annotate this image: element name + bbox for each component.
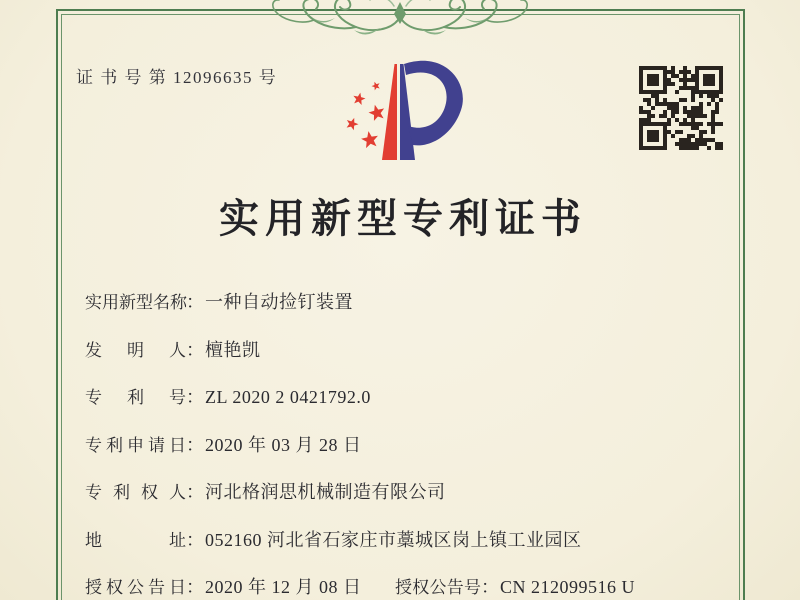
field-colon: ： [186, 482, 204, 502]
field-row-inventor [85, 336, 261, 362]
field-label: 专利权人 [85, 483, 186, 502]
field-value: ZL 2020 2 0421792.0 [205, 387, 371, 407]
field-row-patent-number [85, 383, 371, 409]
field-label: 授权公告号 [395, 578, 481, 597]
cnipa-patent-emblem-icon [334, 56, 464, 174]
field-colon: ： [186, 340, 204, 360]
grant-number-group [395, 573, 635, 599]
field-value: 052160 河北省石家庄市藁城区岗上镇工业园区 [205, 530, 582, 550]
field-value: 檀艳凯 [205, 340, 261, 360]
field-label: 专利申请日 [85, 436, 186, 455]
field-colon: ： [186, 577, 204, 597]
certificate-title: 实用新型专利证书 [219, 196, 587, 241]
ornament-center-diamond [394, 2, 406, 24]
field-label: 地址 [85, 531, 186, 550]
field-row-address [85, 526, 582, 552]
field-colon: ： [186, 530, 204, 550]
qr-code [639, 66, 723, 150]
field-value: 河北格润思机械制造有限公司 [205, 482, 446, 502]
field-label: 授权公告日 [85, 578, 186, 597]
field-colon: ： [186, 387, 204, 407]
field-value: CN 212099516 U [500, 577, 636, 597]
field-row-grant [85, 573, 744, 599]
field-label: 实用新型名称 [85, 293, 187, 312]
grant-date-group [85, 577, 362, 597]
field-colon: ： [481, 577, 499, 597]
field-row-filing-date [85, 431, 362, 457]
field-row-utility-model-name [85, 288, 353, 314]
field-colon: ： [186, 292, 204, 312]
field-label: 发明人 [85, 341, 186, 360]
field-value: 2020 年 12 月 08 日 [205, 577, 362, 597]
certificate-number: 证 书 号 第 12096635 号 [76, 68, 278, 87]
field-value: 2020 年 03 月 28 日 [205, 435, 362, 455]
field-label: 专利号 [85, 388, 186, 407]
field-value: 一种自动捡钉装置 [205, 292, 353, 312]
field-colon: ： [186, 435, 204, 455]
field-row-patentee [85, 478, 446, 504]
floral-ornament-icon [258, 0, 542, 42]
